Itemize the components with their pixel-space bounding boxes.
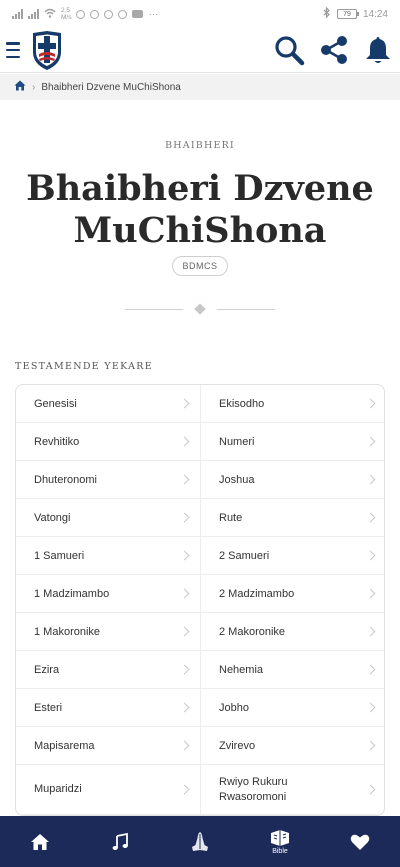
ornamental-divider — [125, 304, 275, 316]
book-item[interactable] — [201, 613, 385, 651]
hamburger-icon[interactable] — [6, 42, 20, 58]
bell-icon[interactable] — [362, 34, 394, 66]
network-speed — [61, 7, 71, 21]
chevron-right-icon — [180, 702, 190, 712]
divider-line-right — [217, 309, 275, 310]
book-title: Zvirevo — [219, 739, 256, 752]
book-item[interactable] — [201, 423, 385, 461]
home-icon[interactable] — [14, 80, 26, 94]
more-notifications: ··· — [148, 8, 159, 20]
book-item[interactable] — [201, 385, 385, 423]
book-title: 2 Samueri — [219, 549, 270, 562]
chevron-right-icon — [180, 474, 190, 484]
wifi-icon — [44, 8, 56, 21]
chevron-right-icon — [366, 626, 376, 636]
whatsapp-business-icon — [90, 10, 99, 19]
book-item[interactable] — [16, 537, 201, 575]
chevron-right-icon — [366, 784, 376, 794]
book-title: Mapisarema — [34, 739, 95, 752]
book-item[interactable] — [201, 537, 385, 575]
page-title-line-2: MuChiShona — [73, 210, 327, 251]
music-note-icon — [112, 833, 128, 851]
book-item[interactable] — [16, 575, 201, 613]
youtube-icon — [132, 10, 143, 18]
nav-favorites[interactable] — [330, 816, 390, 867]
chevron-right-icon — [366, 398, 376, 408]
chevron-right-icon — [180, 436, 190, 446]
chevron-right-icon — [180, 664, 190, 674]
status-left — [12, 7, 158, 21]
divider-line-left — [125, 309, 183, 310]
book-item[interactable] — [16, 689, 201, 727]
book-title: Vatongi — [34, 511, 71, 524]
book-title: 1 Madzimambo — [34, 587, 110, 600]
signal-2-icon — [28, 9, 39, 19]
status-bar — [0, 0, 400, 28]
clock: 14:24 — [362, 8, 388, 20]
book-item[interactable] — [201, 499, 385, 537]
book-title: Ekisodho — [219, 397, 265, 410]
heart-icon — [350, 833, 370, 851]
book-title: Rute — [219, 511, 243, 524]
chevron-right-icon — [180, 550, 190, 560]
book-title: Ezira — [34, 663, 60, 676]
nav-music[interactable] — [90, 816, 150, 867]
chevron-right-icon — [366, 664, 376, 674]
bottom-nav — [0, 816, 400, 867]
praying-hands-icon — [189, 831, 211, 853]
diamond-icon — [194, 303, 205, 314]
book-title: Esteri — [34, 701, 63, 714]
nav-prayer[interactable] — [170, 816, 230, 867]
chevron-right-icon — [366, 436, 376, 446]
book-title: Rwiyo Rukuru Rwasoromoni — [219, 775, 288, 803]
book-item[interactable] — [16, 499, 201, 537]
section-label: TESTAMENDE YEKARE — [15, 361, 153, 372]
eyebrow-label: BHAIBHERI — [165, 140, 235, 151]
abbreviation-badge: BDMCS — [172, 256, 228, 276]
book-list — [15, 384, 385, 816]
book-item[interactable] — [16, 613, 201, 651]
book-title: 1 Makoronike — [34, 625, 101, 638]
chevron-right-icon — [180, 784, 190, 794]
book-title: Joshua — [219, 473, 255, 486]
chevron-right-icon — [180, 398, 190, 408]
book-item[interactable] — [201, 575, 385, 613]
page-title — [0, 168, 400, 252]
speed-value: 2.5 — [61, 7, 71, 14]
book-title: Revhitiko — [34, 435, 80, 448]
breadcrumb-separator: › — [32, 81, 36, 93]
chevron-right-icon — [366, 474, 376, 484]
book-item[interactable] — [201, 689, 385, 727]
book-item[interactable] — [16, 423, 201, 461]
signal-icon — [12, 9, 23, 19]
speed-unit: M/s — [61, 14, 72, 21]
book-item[interactable] — [16, 385, 201, 423]
chevron-right-icon — [366, 740, 376, 750]
book-item[interactable] — [16, 651, 201, 689]
book-title: Dhuteronomi — [34, 473, 97, 486]
whatsapp-icon — [76, 10, 85, 19]
book-title: 1 Samueri — [34, 549, 85, 562]
chevron-right-icon — [366, 702, 376, 712]
book-title: Genesisi — [34, 397, 77, 410]
chevron-right-icon — [180, 512, 190, 522]
share-icon[interactable] — [318, 34, 350, 66]
page-title-line-1: Bhaibheri Dzvene — [26, 168, 374, 209]
chevron-right-icon — [366, 588, 376, 598]
chevron-right-icon — [366, 512, 376, 522]
breadcrumb-current: Bhaibheri Dzvene MuChiShona — [41, 81, 181, 93]
book-title: Numeri — [219, 435, 255, 448]
status-right — [323, 7, 388, 21]
book-item[interactable] — [16, 727, 201, 765]
book-item[interactable] — [201, 727, 385, 765]
bluetooth-icon — [323, 7, 331, 21]
book-title: Muparidzi — [34, 783, 82, 795]
chevron-right-icon — [366, 550, 376, 560]
chevron-right-icon — [180, 626, 190, 636]
app-header — [0, 28, 400, 73]
breadcrumb — [0, 74, 400, 100]
app-notification-icon — [104, 10, 113, 19]
book-grid-columns — [16, 385, 384, 815]
chevron-right-icon — [180, 588, 190, 598]
book-title: Nehemia — [219, 663, 264, 676]
cross-shield-logo[interactable] — [30, 30, 64, 71]
book-title: 2 Makoronike — [219, 625, 286, 638]
search-icon[interactable] — [273, 34, 305, 66]
book-item[interactable] — [16, 765, 201, 815]
nav-bible-label: Bible — [272, 847, 288, 855]
nav-home[interactable] — [10, 816, 70, 867]
book-item[interactable] — [201, 651, 385, 689]
sync-icon — [118, 10, 127, 19]
home-icon — [30, 833, 50, 851]
battery-level: 79 — [343, 10, 351, 18]
chevron-right-icon — [180, 740, 190, 750]
nav-bible[interactable] — [250, 816, 310, 867]
book-item[interactable] — [201, 461, 385, 499]
book-item[interactable] — [16, 461, 201, 499]
book-title: 2 Madzimambo — [219, 587, 295, 600]
book-item[interactable] — [201, 765, 385, 815]
bible-book-icon — [269, 829, 291, 847]
book-title: Jobho — [219, 701, 249, 714]
battery-icon — [337, 9, 357, 19]
